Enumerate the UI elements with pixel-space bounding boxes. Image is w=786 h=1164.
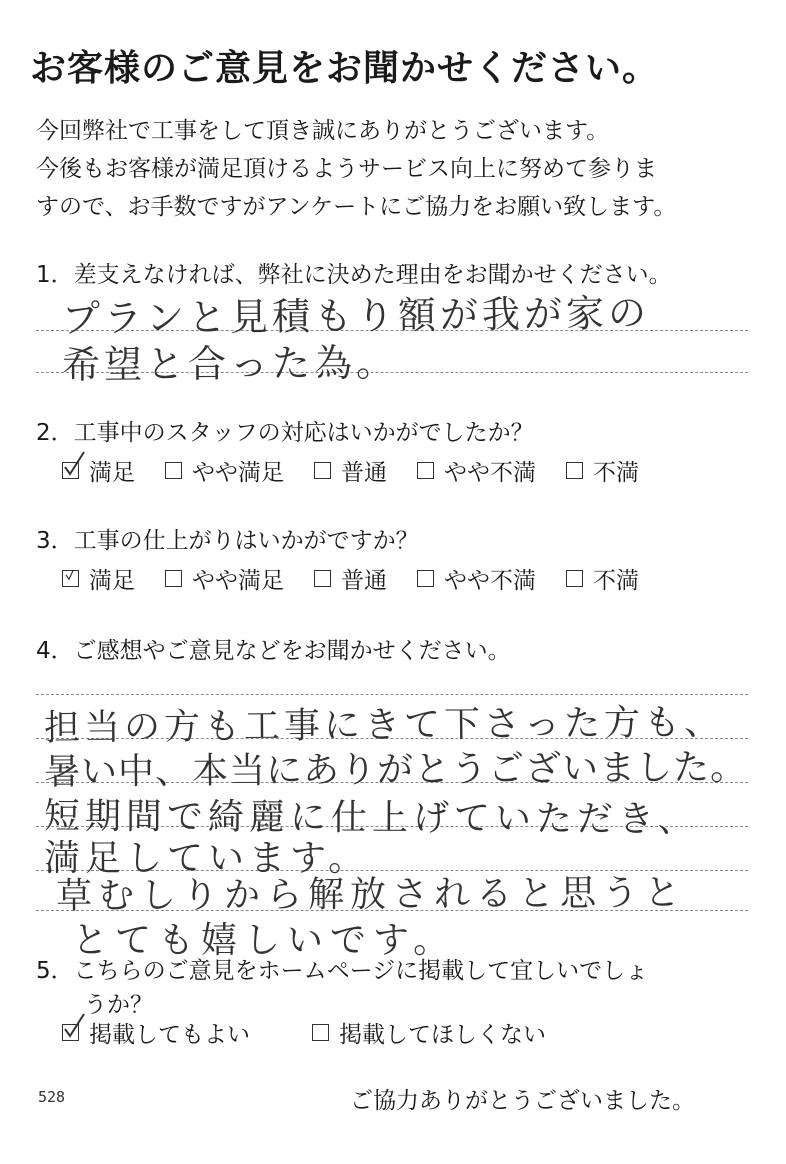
option-label: 普通 [341, 568, 387, 594]
option-label: 普通 [341, 460, 387, 486]
checkbox[interactable] [314, 462, 331, 479]
intro-line-1: 今回弊社で工事をして頂き誠にありがとうございます。 [36, 118, 610, 144]
intro-line-3: すので、お手数ですがアンケートにご協力をお願い致します。 [36, 194, 677, 220]
option-label: 不満 [593, 568, 639, 594]
question-1: 1．差支えなければ、弊社に決めた理由をお聞かせください。 [36, 262, 672, 288]
q2-options [62, 454, 669, 487]
q2-option-somewhat-dissatisfied[interactable] [417, 454, 536, 487]
option-label: 満足 [89, 568, 135, 594]
form-title: お客様のご意見をお聞かせください。 [30, 48, 660, 89]
checkbox[interactable] [566, 462, 583, 479]
intro-line-2: 今後もお客様が満足頂けるようサービス向上に努めて参りま [36, 156, 657, 182]
q2-option-dissatisfied[interactable] [566, 454, 639, 487]
q3-options [62, 562, 669, 595]
option-label: 掲載してほしくない [339, 1022, 546, 1048]
checkmark-icon [62, 449, 88, 479]
q3-option-somewhat-satisfied[interactable] [165, 562, 284, 595]
checkmark-icon [62, 1011, 88, 1041]
option-label: やや不満 [444, 460, 536, 486]
q5-option-publish-ok[interactable] [62, 1016, 250, 1049]
checkbox[interactable] [62, 462, 79, 479]
q5-option-publish-not-ok[interactable] [312, 1016, 546, 1049]
page-number: 528 [38, 1088, 66, 1106]
q3-option-somewhat-dissatisfied[interactable] [417, 562, 536, 595]
checkmark-icon [63, 569, 81, 587]
checkbox[interactable] [314, 570, 331, 587]
option-label: やや不満 [444, 568, 536, 594]
checkbox[interactable] [566, 570, 583, 587]
q4-answer-line-4: 満足しています。 [44, 838, 370, 879]
checkbox[interactable] [62, 570, 79, 587]
option-label: 不満 [593, 460, 639, 486]
question-5-line-2: うか？ [84, 992, 153, 1018]
checkbox[interactable] [312, 1024, 329, 1041]
option-label: 掲載してもよい [89, 1022, 250, 1048]
option-label: やや満足 [192, 568, 284, 594]
question-2: 2．工事中のスタッフの対応はいかがでしたか？ [36, 420, 534, 446]
q2-option-somewhat-satisfied[interactable] [165, 454, 284, 487]
checkbox[interactable] [417, 570, 434, 587]
checkbox[interactable] [165, 570, 182, 587]
q4-answer-line-2: 暑い中、本当にありがとうございました。 [43, 747, 748, 793]
q5-options [62, 1016, 576, 1049]
option-label: やや満足 [192, 460, 284, 486]
checkbox[interactable] [62, 1024, 79, 1041]
q2-option-normal[interactable] [314, 454, 387, 487]
q3-option-dissatisfied[interactable] [566, 562, 639, 595]
q4-answer-line-3: 短期間で綺麗に仕上げていただき、 [43, 796, 699, 841]
question-3: 3．工事の仕上がりはいかがですか？ [36, 528, 419, 554]
q4-answer-line-6: とても嬉しいです。 [72, 920, 457, 961]
q2-option-satisfied[interactable] [62, 454, 135, 487]
q1-answer-line-2: 希望と合った為。 [61, 340, 399, 387]
q4-answer-line-5: 草むしりから解放されると思うと [55, 872, 687, 917]
q3-option-normal[interactable] [314, 562, 387, 595]
q1-answer-line-1: プランと見積もり額が我が家の [61, 290, 651, 341]
checkbox[interactable] [165, 462, 182, 479]
q3-option-satisfied[interactable] [62, 562, 135, 595]
question-5-line-1: 5．こちらのご意見をホームページに掲載して宜しいでしょ [36, 958, 649, 984]
question-4: 4．ご感想やご意見などをお聞かせください。 [36, 638, 511, 664]
q4-answer-line-1: 担当の方も工事にきて下さった方も、 [43, 702, 725, 749]
checkbox[interactable] [417, 462, 434, 479]
closing-message: ご協力ありがとうございました。 [350, 1088, 695, 1114]
option-label: 満足 [89, 460, 135, 486]
